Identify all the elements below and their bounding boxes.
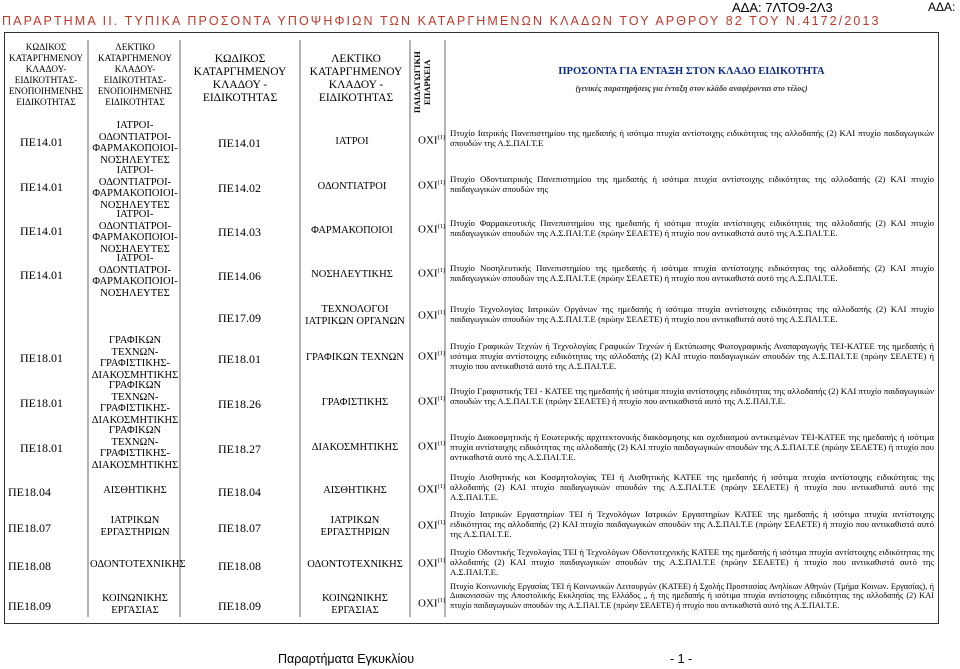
row-5-oxi: ΟΧΙ$^{(1)}$ — [418, 350, 446, 363]
row-3-code: ΠΕ14.06 — [218, 269, 261, 283]
row-8-c2: ΑΙΣΘΗΤΙΚΗΣ — [103, 485, 167, 496]
row-6-code: ΠΕ18.26 — [218, 397, 261, 411]
row-1-desc: Πτυχίο Οδοντιατρικής Πανεπιστημίου της ημεδαπής ή ισότιμα πτυχία αντίστοιχης ειδικότητας της αλλοδαπής (2) ΚΑΙ πτυχίο παιδαγωγικών σπουδών της — [450, 174, 934, 195]
ada-header: ΑΔΑ: 7ΛΤΟ9-2Λ3 — [732, 0, 833, 15]
row-0-desc: Πτυχίο Ιατρικής Πανεπιστημίου της ημεδαπής ή ισότιμα πτυχία αντίστοιχης ειδικότητας της αλλοδαπής (2) ΚΑΙ πτυχίο παιδαγωγικών σπουδών της Α.Σ.ΠΑΙ.Τ.Ε — [450, 128, 934, 149]
group-a-label-2: ΙΑΤΡΟΙ-ΟΔΟΝΤΙΑΤΡΟΙ-ΦΑΡΜΑΚΟΠΟΙΟΙ-ΝΟΣΗΛΕΥΤΕΣ — [92, 165, 178, 211]
group-b-label-2: ΓΡΑΦΙΚΩΝ ΤΕΧΝΩΝ-ΓΡΑΦΙΣΤΙΚΗΣ-ΔΙΑΚΟΣΜΗΤΙΚΗΣ — [91, 380, 179, 426]
page-title: ΠΑΡΑΡΤΗΜΑ ΙΙ. ΤΥΠΙΚΑ ΠΡΟΣΟΝΤΑ ΥΠΟΨΗΦΙΩΝ ΤΩΝ ΚΑΤΑΡΓΗΜΕΝΩΝ ΚΛΑΔΩΝ ΤΟΥ ΑΡΘΡΟΥ 82 ΤΟΥ Ν.4172/2013 — [2, 14, 881, 28]
header-col5: ΠΑΙΔΑΓΩΓΙΚΗ ΕΠΑΡΚΕΙΑ — [412, 51, 432, 113]
row-10-code: ΠΕ18.08 — [218, 559, 261, 573]
row-6-label: ΓΡΑΦΙΣΤΙΚΗΣ — [321, 397, 389, 408]
row-0-label: ΙΑΤΡΟΙ — [335, 136, 369, 147]
group-a-code-4: ΠΕ14.01 — [20, 268, 63, 282]
row-11-code: ΠΕ18.09 — [218, 599, 261, 613]
row-1-label: ΟΔΟΝΤΙΑΤΡΟΙ — [317, 181, 387, 192]
ada-corner-label: ΑΔΑ: — [928, 0, 956, 14]
row-9-code: ΠΕ18.07 — [218, 521, 261, 535]
row-8-code: ΠΕ18.04 — [218, 485, 261, 499]
group-b-label-3: ΓΡΑΦΙΚΩΝ ΤΕΧΝΩΝ-ΓΡΑΦΙΣΤΙΚΗΣ-ΔΙΑΚΟΣΜΗΤΙΚΗΣ — [91, 425, 179, 471]
header-col2: ΛΕΚΤΙΚΟ ΚΑΤΑΡΓΗΜΕΝΟΥ ΚΛΑΔΟΥ-ΕΙΔΙΚΟΤΗΤΑΣ-ΕΝΟΠΟΙΗΜΕΝΗΣ ΕΙΔΙΚΟΤΗΤΑΣ — [97, 42, 173, 107]
row-1-code: ΠΕ14.02 — [218, 181, 261, 195]
row-10-oxi: ΟΧΙ$^{(1)}$ — [418, 557, 446, 570]
row-9-desc: Πτυχίο Ιατρικών Εργαστηρίων ΤΕΙ ή Τεχνολόγων Ιατρικών Εργαστηρίων ΚΑΤΕΕ της ημεδαπής ή ισότιμα πτυχία αντίστοιχης ειδικότητας της αλλοδαπής (2) ΚΑΙ πτυχίο παιδαγωγικών σπουδών της Α.Σ.ΠΑΙ.Τ.Ε (πρώην ΣΕΛΕΤΕ) ή πτυχίο που αντικαθιστά αυτό της Α.Σ.ΠΑΙ.Τ.Ε. — [450, 509, 934, 540]
row-9-c2: ΙΑΤΡΙΚΩΝ ΕΡΓΑΣΤΗΡΙΩΝ — [100, 515, 170, 538]
row-4-label: ΤΕΧΝΟΛΟΓΟΙ ΙΑΤΡΙΚΩΝ ΟΡΓΑΝΩΝ — [305, 304, 405, 327]
group-a-code-2: ΠΕ14.01 — [20, 180, 63, 194]
row-11-c1: ΠΕ18.09 — [8, 599, 51, 613]
group-b-code-1: ΠΕ18.01 — [20, 351, 63, 365]
row-5-label: ΓΡΑΦΙΚΩΝ ΤΕΧΝΩΝ — [305, 352, 405, 363]
row-10-label: ΟΔΟΝΤΟΤΕΧΝΙΚΗΣ — [307, 559, 403, 570]
row-5-code: ΠΕ18.01 — [218, 352, 261, 366]
row-8-oxi: ΟΧΙ$^{(1)}$ — [418, 483, 446, 496]
group-b-code-2: ΠΕ18.01 — [20, 396, 63, 410]
row-2-desc: Πτυχίο Φαρμακευτικής Πανεπιστημίου της ημεδαπής ή ισότιμα πτυχία αντίστοιχης ειδικότητας της αλλοδαπής (2) ΚΑΙ πτυχίο παιδαγωγικών σπουδών της Α.Σ.ΠΑΙ.Τ.Ε (πρώην ΣΕΛΕΤΕ) ή πτυχίο που αντικαθιστά αυτό της Α.Σ.ΠΑΙ.Τ.Ε. — [450, 218, 934, 239]
row-0-oxi: ΟΧΙ$^{(1)}$ — [418, 134, 446, 147]
group-a-label-4: ΙΑΤΡΟΙ-ΟΔΟΝΤΙΑΤΡΟΙ-ΦΑΡΜΑΚΟΠΟΙΟΙ-ΝΟΣΗΛΕΥΤΕΣ — [92, 253, 178, 299]
row-3-label: ΝΟΣΗΛΕΥΤΙΚΗΣ — [311, 269, 393, 280]
row-4-desc: Πτυχίο Τεχνολογίας Ιατρικών Οργάνων της ημεδαπής ή ισότιμα πτυχία αντίστοιχης ειδικότητας της αλλοδαπής (2) ΚΑΙ πτυχίο παιδαγωγικών σπουδών της Α.Σ.ΠΑΙ.Τ.Ε (πρώην ΣΕΛΕΤΕ) ή πτυχίο που αντικαθιστά αυτό της Α.Σ.ΠΑΙ.Τ.Ε. — [450, 304, 934, 325]
row-2-code: ΠΕ14.03 — [218, 225, 261, 239]
row-0-code: ΠΕ14.01 — [218, 136, 261, 150]
row-11-c2: ΚΟΙΝΩΝΙΚΗΣ ΕΡΓΑΣΙΑΣ — [102, 593, 168, 616]
row-9-oxi: ΟΧΙ$^{(1)}$ — [418, 519, 446, 532]
footer-page-number: - 1 - — [670, 652, 693, 666]
group-a-code-1: ΠΕ14.01 — [20, 135, 63, 149]
row-3-desc: Πτυχίο Νοσηλευτικής Πανεπιστημίου της ημεδαπής ή ισότιμα πτυχία αντίστοιχης ειδικότητας της αλλοδαπής (2) ΚΑΙ πτυχίο παιδαγωγικών σπουδών της Α.Σ.ΠΑΙ.Τ.Ε (πρώην ΣΕΛΕΤΕ) ή πτυχίο που αντικαθιστά αυτό της Α.Σ.ΠΑΙ.Τ.Ε. — [450, 263, 934, 284]
row-6-desc: Πτυχίο Γραφιστικής ΤΕΙ - ΚΑΤΕΕ της ημεδαπής ή ισότιμα πτυχία αντίστοιχης ειδικότητας της αλλοδαπής (2) ΚΑΙ πτυχίο παιδαγωγικών σπουδών της Α.Σ.ΠΑΙ.Τ.Ε (πρώην ΣΕΛΕΤΕ) ή πτυχίο που αντικαθιστά αυτό της Α.Σ.ΠΑΙ.Τ.Ε. — [450, 386, 934, 407]
row-9-label: ΙΑΤΡΙΚΩΝ ΕΡΓΑΣΤΗΡΙΩΝ — [320, 515, 390, 538]
row-11-desc: Πτυχίο Κοινωνικής Εργασίας ΤΕΙ ή Κοινωνικών Λειτουργών (ΚΑΤΕΕ) ή Σχολής Προστασίας Ανηλίκων Αθηνών (Τμήμα Κοινων. Εργασίας), ή Διακονισσών της Αποστολικής Εκκλησίας της Ελλάδος „ ή της ημεδαπής ή ισότιμα πτυχία αντίστοιχης ειδικότητας της αλλοδαπής (2) ΚΑΙ πτυχίο παιδαγωγικών σπουδών της Α.Σ.ΠΑΙ.Τ.Ε (πρώην ΣΕΛΕΤΕ) ή πτυχίο που αντικαθιστά αυτό της Α.Σ.ΠΑΙ.Τ.Ε. — [450, 582, 934, 610]
row-8-label: ΑΙΣΘΗΤΙΚΗΣ — [323, 485, 387, 496]
row-7-desc: Πτυχίο Διακοσμητικής ή Εσωτερικής αρχιτεκτονικής διακόσμησης και σχεδιασμού αντικειμένων ΤΕΙ-ΚΑΤΕΕ της ημεδαπής ή ισότιμα πτυχία αντίστοιχης ειδικότητας της αλλοδαπής (2) ΚΑΙ πτυχίο παιδαγωγικών σπουδών της Α.Σ.ΠΑΙ.Τ.Ε (πρώην ΣΕΛΕΤΕ) ή πτυχίο που αντικαθιστά αυτό της Α.Σ.ΠΑΙ.Τ.Ε. — [450, 432, 934, 463]
row-10-c2: ΟΔΟΝΤΟΤΕΧΝΙΚΗΣ — [90, 559, 186, 570]
row-10-c1: ΠΕ18.08 — [8, 559, 51, 573]
row-5-desc: Πτυχίο Γραφικών Τεχνών ή Τεχνολογίας Γραφικών Τεχνών ή Εκτύπωσης Φωτογραφικής Αναπαραγωγής ΤΕΙ-ΚΑΤΕΕ της ημεδαπής ή ισότιμα πτυχία αντίστοιχης ειδικότητας της αλλοδαπής (2) ΚΑΙ πτυχίο παιδαγωγικών σπουδών της Α.Σ.ΠΑΙ.Τ.Ε (πρώην ΣΕΛΕΤΕ) ή πτυχίο που αντικαθιστά αυτό της Α.Σ.ΠΑΙ.Τ.Ε. — [450, 341, 934, 372]
row-1-oxi: ΟΧΙ$^{(1)}$ — [418, 179, 446, 192]
row-8-c1: ΠΕ18.04 — [8, 485, 51, 499]
row-8-desc: Πτυχίο Αισθητικής και Κοσμητολογίας ΤΕΙ ή Αισθητικής ΚΑΤΕΕ της ημεδαπής ή ισότιμα πτυχία αντίστοιχης ειδικότητας της αλλοδαπής (2) ΚΑΙ πτυχίο παιδαγωγικών σπουδών της Α.Σ.ΠΑΙ.Τ.Ε (πρώην ΣΕΛΕΤΕ) ή πτυχίο που αντικαθιστά αυτό της Α.Σ.ΠΑΙ.Τ.Ε. — [450, 472, 934, 503]
row-2-label: ΦΑΡΜΑΚΟΠΟΙΟΙ — [311, 225, 393, 236]
row-7-label: ΔΙΑΚΟΣΜΗΤΙΚΗΣ — [311, 442, 399, 453]
row-3-oxi: ΟΧΙ$^{(1)}$ — [418, 267, 446, 280]
row-4-oxi: ΟΧΙ$^{(1)}$ — [418, 309, 446, 322]
header-col1: ΚΩΔΙΚΟΣ ΚΑΤΑΡΓΗΜΕΝΟΥ ΚΛΑΔΟΥ-ΕΙΔΙΚΟΤΗΤΑΣ-ΕΝΟΠΟΙΗΜΕΝΗΣ ΕΙΔΙΚΟΤΗΤΑΣ — [8, 42, 84, 107]
row-9-c1: ΠΕ18.07 — [8, 521, 51, 535]
row-11-oxi: ΟΧΙ$^{(1)}$ — [418, 597, 446, 610]
row-11-label: ΚΟΙΝΩΝΙΚΗΣ ΕΡΓΑΣΙΑΣ — [322, 593, 388, 616]
group-b-code-3: ΠΕ18.01 — [20, 441, 63, 455]
group-a-label-1: ΙΑΤΡΟΙ-ΟΔΟΝΤΙΑΤΡΟΙ-ΦΑΡΜΑΚΟΠΟΙΟΙ-ΝΟΣΗΛΕΥΤΕΣ — [92, 120, 178, 166]
header-col3: ΚΩΔΙΚΟΣ ΚΑΤΑΡΓΗΜΕΝΟΥ ΚΛΑΔΟΥ - ΕΙΔΙΚΟΤΗΤΑΣ — [193, 53, 287, 104]
row-4-code: ΠΕ17.09 — [218, 311, 261, 325]
header-col6: ΠΡΟΣΟΝΤΑ ΓΙΑ ΕΝΤΑΞΗ ΣΤΟΝ ΚΛΑΔΟ ΕΙΔΙΚΟΤΗΤΑ — [558, 66, 825, 77]
row-7-code: ΠΕ18.27 — [218, 442, 261, 456]
group-b-label-1: ΓΡΑΦΙΚΩΝ ΤΕΧΝΩΝ-ΓΡΑΦΙΣΤΙΚΗΣ-ΔΙΑΚΟΣΜΗΤΙΚΗΣ — [91, 335, 179, 381]
group-a-label-3: ΙΑΤΡΟΙ-ΟΔΟΝΤΙΑΤΡΟΙ-ΦΑΡΜΑΚΟΠΟΙΟΙ-ΝΟΣΗΛΕΥΤΕΣ — [92, 209, 178, 255]
header-col6-sub: (γενικές παρατηρήσεις για ένταξη στον κλάδο αναφέρονται στο τέλος) — [575, 84, 808, 93]
group-a-code-3: ΠΕ14.01 — [20, 224, 63, 238]
footer-left: Παραρτήματα Εγκυκλίου — [278, 652, 415, 666]
header-col4: ΛΕΚΤΙΚΟ ΚΑΤΑΡΓΗΜΕΝΟΥ ΚΛΑΔΟΥ - ΕΙΔΙΚΟΤΗΤΑΣ — [309, 53, 403, 104]
row-6-oxi: ΟΧΙ$^{(1)}$ — [418, 395, 446, 408]
row-2-oxi: ΟΧΙ$^{(1)}$ — [418, 223, 446, 236]
row-7-oxi: ΟΧΙ$^{(1)}$ — [418, 440, 446, 453]
row-10-desc: Πτυχίο Οδοντικής Τεχνολογίας ΤΕΙ ή Τεχνολόγων Οδοντοτεχνικής ΚΑΤΕΕ της ημεδαπής ή ισότιμα πτυχία αντίστοιχης ειδικότητας της αλλοδαπής (2) ΚΑΙ πτυχίο παιδαγωγικών σπουδών της Α.Σ.ΠΑΙ.Τ.Ε (πρώην ΣΕΛΕΤΕ) ή πτυχίο που αντικαθιστά αυτό της Α.Σ.ΠΑΙ.Τ.Ε. — [450, 547, 934, 578]
